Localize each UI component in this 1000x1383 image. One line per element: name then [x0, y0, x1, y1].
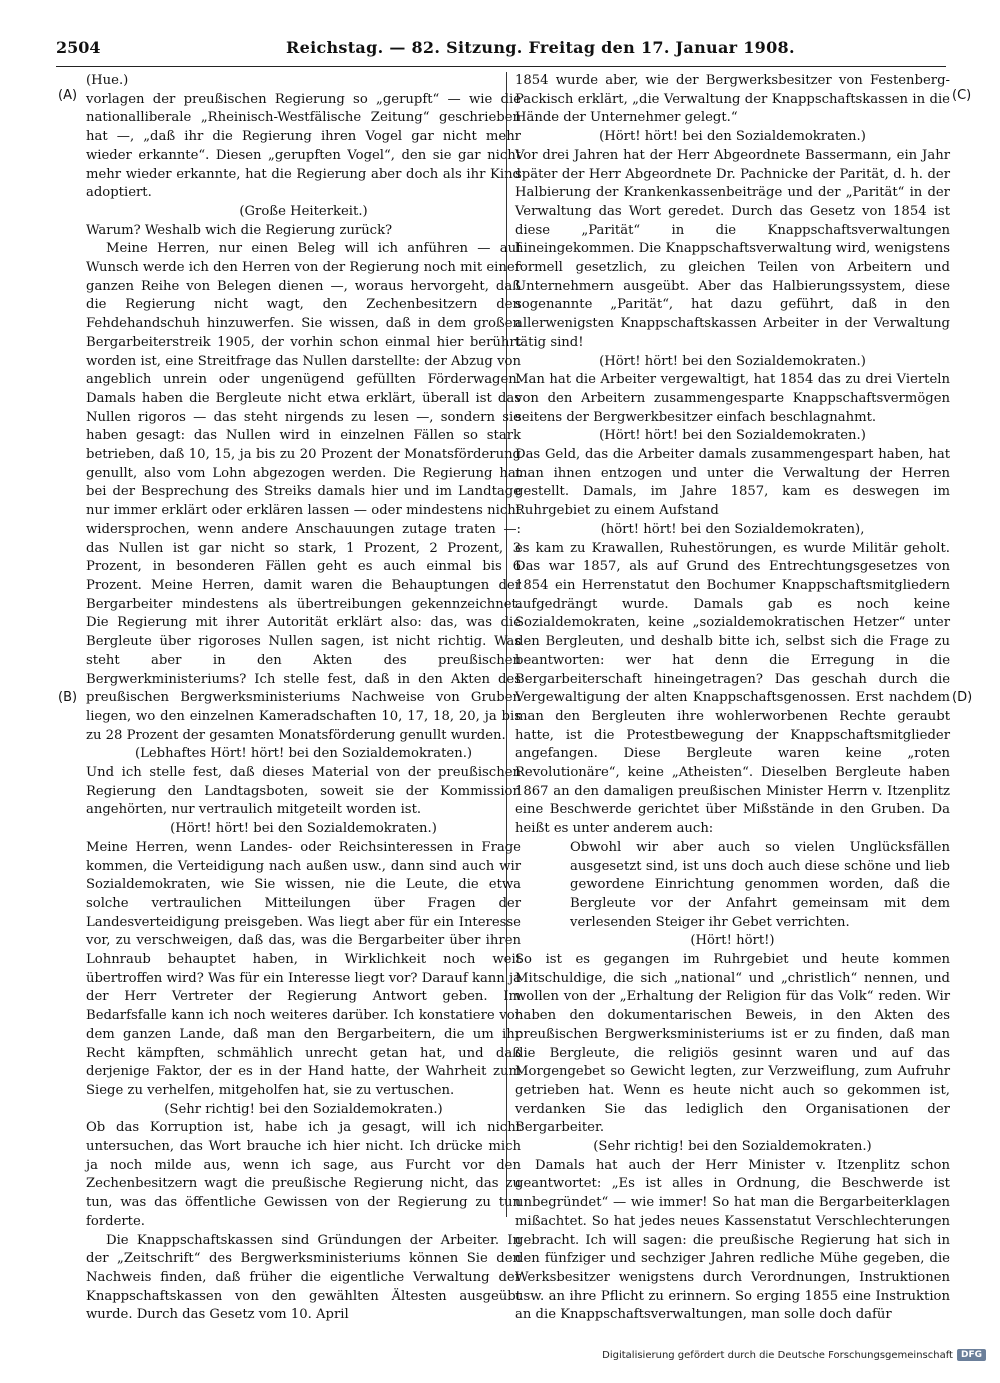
paragraph: es kam zu Krawallen, Ruhestörungen, es wurde Militär geholt. Das war 1857, als auf Grund des Entrechtungsgesetzes von 1854 ein Herrenstatut den Bochumer Knappschaftsmitgliedern aufgedrängt wurde. Damals gab es noch keine Sozialdemokraten, keine „sozialdemokratischen Hetzer“ unter den Bergleuten, und deshalb bitte ich, selbst sich die Frage zu beantworten: wer hat denn die Erregung in die Bergarbeiterschaft hineingetragen? Das geschah durch die Vergewaltigung der alten Knappschaftsgenossen. Erst nachdem man den Bergleuten ihre wohlerworbenen Rechte geraubt hatte, ist die Protestbewegung der Knappschaftsmitglieder angefangen. Diese Bergleute waren keine „roten Revolutionäre“, keine „Atheisten“. Dieselben Bergleute haben 1867 an den damaligen preußischen Minister Herrn v. Itzenplitz eine Beschwerde gerichtet über Mißstände in den Gruben. Da heißt es unter anderem auch:: [515, 540, 950, 837]
footer-text: Digitalisierung gefördert durch die Deutsche Forschungsgemeinschaft: [602, 1349, 953, 1361]
paragraph: Meine Herren, wenn Landes- oder Reichsinteressen in Frage kommen, die Verteidigung nach außen usw., dann sind auch wir Sozialdemokraten, wie Sie wissen, nie die Leute, die etwa solche vertraulichen Mitteilungen über Fragen der Landesverteidigung preisgeben. Was liegt aber für ein Interesse vor, zu verschweigen, daß das, was die Bergarbeiter über ihren Lohnraub behauptet haben, in Wirklichkeit noch weit übertroffen wird? Was für ein Interesse liegt vor? Darauf kann ja der Herr Vertreter der Regierung Antwort geben. Im Bedarfsfalle kann ich noch weiteres darüber. Ich konstatiere vor dem ganzen Lande, daß man den Bergarbeitern, die um ihr Recht kämpften, schmählich unrecht getan hat, und daß derjenige Faktor, der es in der Hand hatte, der Wahrheit zum Siege zu verhelfen, mitgeholfen hat, sie zu vertuschen.: [86, 839, 521, 1098]
margin-marker-a: (A): [58, 88, 78, 103]
margin-marker-c: (C): [952, 88, 972, 103]
paragraph: 1854 wurde aber, wie der Bergwerksbesitzer von Festenberg-Packisch erklärt, „die Verwaltung der Knappschaftskassen in die Hände der Unternehmer gelegt.“: [515, 73, 950, 126]
interjection: (Lebhaftes Hört! hört! bei den Sozialdemokraten.): [134, 746, 473, 762]
interjection: (Hört! hört! bei den Sozialdemokraten.): [599, 129, 866, 145]
interjection: (Hört! hört! bei den Sozialdemokraten.): [170, 821, 437, 837]
paragraph: Warum? Weshalb wich die Regierung zurück?: [86, 222, 393, 238]
left-column-text: [86, 91, 521, 1325]
interjection: (Sehr richtig! bei den Sozialdemokraten.): [593, 1139, 872, 1155]
paragraph: So ist es gegangen im Ruhrgebiet und heute kommen Mitschuldige, die sich „national“ und „christlich“ nennen, und wollen von der „Erhaltung der Religion für das Volk“ reden. Wir haben den dokumentarischen Beweis, in den Akten des preußischen Bergwerksministeriums ist er zu finden, daß man die Bergleute, die religiös gesinnt waren und auf das Morgengebet so Gewicht legten, zur Verzweiflung, zum Aufruhr getrieben hat. Wenn es heute nicht auch so gekommen ist, verdanken Sie das lediglich den Organisationen der Bergarbeiter.: [515, 952, 950, 1136]
paragraph: Das Geld, das die Arbeiter damals zusammengespart haben, hat man ihnen entzogen und unter die Verwaltung der Herren gestellt. Damals, im Jahre 1857, kam es deswegen im Ruhrgebiet zu einem Aufstand: [515, 447, 950, 519]
running-header: [56, 38, 946, 64]
paragraph: Man hat die Arbeiter vergewaltigt, hat 1854 das zu drei Vierteln von den Arbeitern zusammengesparte Knappschaftsvermögen seitens der Bergwerkbesitzer einfach beschlagnahmt.: [515, 372, 950, 425]
paragraph: vorlagen der preußischen Regierung so „gerupft“ — wie die nationalliberale „Rheinisch-Westfälische Zeitung“ geschrieben hat —, „daß ihr die Regierung ihren Vogel gar nicht mehr wieder erkannte“. Diesen „gerupften Vogel“, den sie gar nicht mehr wieder erkannte, hat die Regierung aber doch als ihr Kind adoptiert.: [86, 91, 521, 201]
block-quote: Obwohl wir aber auch so vielen Unglücksfällen ausgesetzt sind, ist uns doch auch diese schöne und lieb gewordene Einrichtung genommen worden, daß die Bergleute vor der Anfahrt gemeinsam mit dem verlesenden Steiger ihr Gebet verrichten.: [570, 839, 950, 930]
paragraph: Vor drei Jahren hat der Herr Abgeordnete Bassermann, ein Jahr später der Herr Abgeordnete Dr. Pachnicke der Parität, d. h. der Halbierung der Krankenkassenbeiträge und der „Parität“ in der Verwaltung das Wort geredet. Durch das Gesetz von 1854 ist diese „Parität“ in die Knappschaftsverwaltungen hineingekommen. Die Knappschaftsverwaltung wird, wenigstens formell gesetzlich, zu gleichen Teilen von Arbeitern und Unternehmern ausgeübt. Aber das Halbierungssystem, diese sogenannte „Parität“, hat dazu geführt, daß in den allerwenigsten Knappschaftskassen Arbeiter in der Verwaltung tätig sind!: [515, 147, 950, 350]
right-column: [515, 72, 950, 1325]
paragraph: Meine Herren, nur einen Beleg will ich anführen — auf Wunsch werde ich den Herren von der Regierung noch mit einer ganzen Reihe von Belegen dienen —, woraus hervorgeht, daß die Regierung nicht wagt, den Zechenbesitzern den Fehdehandschuh hinzuwerfen. Sie wissen, daß in dem großen Bergarbeiterstreik 1905, der vorhin schon einmal hier berührt worden ist, eine Streitfrage das Nullen darstellte: der Abzug von angeblich unrein oder ungenügend gefüllten Förderwagen. Damals haben die Bergleute nicht etwa erklärt, überall ist das Nullen rigoros — das steht nirgends zu lesen —, sondern sie haben gesagt: das Nullen wird in einzelnen Fällen so stark betrieben, daß 10, 15, ja bis zu 20 Prozent der Monatsförderung genullt, also vom Lohn abgezogen werden. Die Regierung hat bei der Besprechung des Streiks damals hier und im Landtage nur immer erklärt oder erklären lassen — oder mindestens nicht widersprochen, wenn andere Anschauungen zutage traten —: das Nullen ist gar nicht so stark, 1 Prozent, 2 Prozent, 3 Prozent, in besonderen Fällen geht es auch einmal bis 6 Prozent. Meine Herren, damit waren die Behauptungen der Bergarbeiter mindestens als übertreibungen gekennzeichnet. Die Regierung mit ihrer Autorität erklärt also: das, was die Bergleute über rigoroses Nullen sagen, ist nicht richtig. Was steht aber in den Akten des preußischen Bergwerkministeriums? Ich stelle fest, daß in den Akten des preußischen Bergwerksministeriums Nachweise von Gruben liegen, wo den einzelnen Kameradschaften 10, 17, 18, 20, ja bis zu 28 Prozent der gesamten Monatsförderung genullt wurden.: [86, 241, 521, 743]
paragraph: Und ich stelle fest, daß dieses Material von der preußischen Regierung den Landtagsboten, soweit sie der Kommission angehörten, nur vertraulich mitgeteilt worden ist.: [86, 765, 521, 818]
paragraph: Damals hat auch der Herr Minister v. Itzenplitz schon geantwortet: „Es ist alles in Ordnung, die Beschwerde ist unbegründet“ — wie immer! So hat man die Bergarbeiterklagen mißachtet. So hat jedes neues Kassenstatut Verschlechterungen gebracht. Ich will sagen: die preußische Regierung hat sich in den fünfziger und sechziger Jahren redliche Mühe gegeben, die Werksbesitzer wenigstens durch Verordnungen, Instruktionen usw. an ihre Pflicht zu erinnern. So erging 1855 eine Instruktion an die Knappschaftsverwaltungen, man solle doch dafür: [515, 1157, 950, 1323]
paragraph: Die Knappschaftskassen sind Gründungen der Arbeiter. In der „Zeitschrift“ des Bergwerksministeriums können Sie den Nachweis finden, daß früher die eigentliche Verwaltung der Knappschaftskassen von den gewählten Ältesten ausgeübt wurde. Durch das Gesetz vom 10. April: [86, 1232, 521, 1323]
right-column-text: [515, 72, 950, 1325]
interjection: (Große Heiterkeit.): [239, 203, 368, 219]
footer-credit: [602, 1349, 986, 1361]
interjection: (Hört! hört! bei den Sozialdemokraten.): [599, 428, 866, 444]
paragraph: Ob das Korruption ist, habe ich ja gesagt, will ich nicht untersuchen, das Wort brauche ich hier nicht. Ich drücke mich ja noch milde aus, wenn ich sage, aus Furcht vor den Zechenbesitzern wagt die preußische Regierung nicht, das zu tun, was das öffentliche Gewissen von der Regierung zu tun forderte.: [86, 1120, 521, 1229]
running-title: Reichstag. — 82. Sitzung. Freitag den 17. Januar 1908.: [286, 38, 795, 57]
interjection: (Hört! hört! bei den Sozialdemokraten.): [599, 353, 866, 369]
dfg-logo: DFG: [957, 1349, 986, 1361]
interjection: (Sehr richtig! bei den Sozialdemokraten.): [164, 1101, 443, 1117]
interjection: (Hört! hört!): [690, 933, 775, 949]
speaker-name: (Hue.): [86, 73, 129, 88]
header-rule: [56, 66, 946, 67]
margin-marker-d: (D): [952, 690, 973, 705]
left-column: [86, 72, 521, 1325]
margin-marker-b: (B): [58, 690, 78, 705]
page-number: 2504: [56, 38, 101, 57]
interjection: (hört! hört! bei den Sozialdemokraten),: [600, 521, 865, 537]
